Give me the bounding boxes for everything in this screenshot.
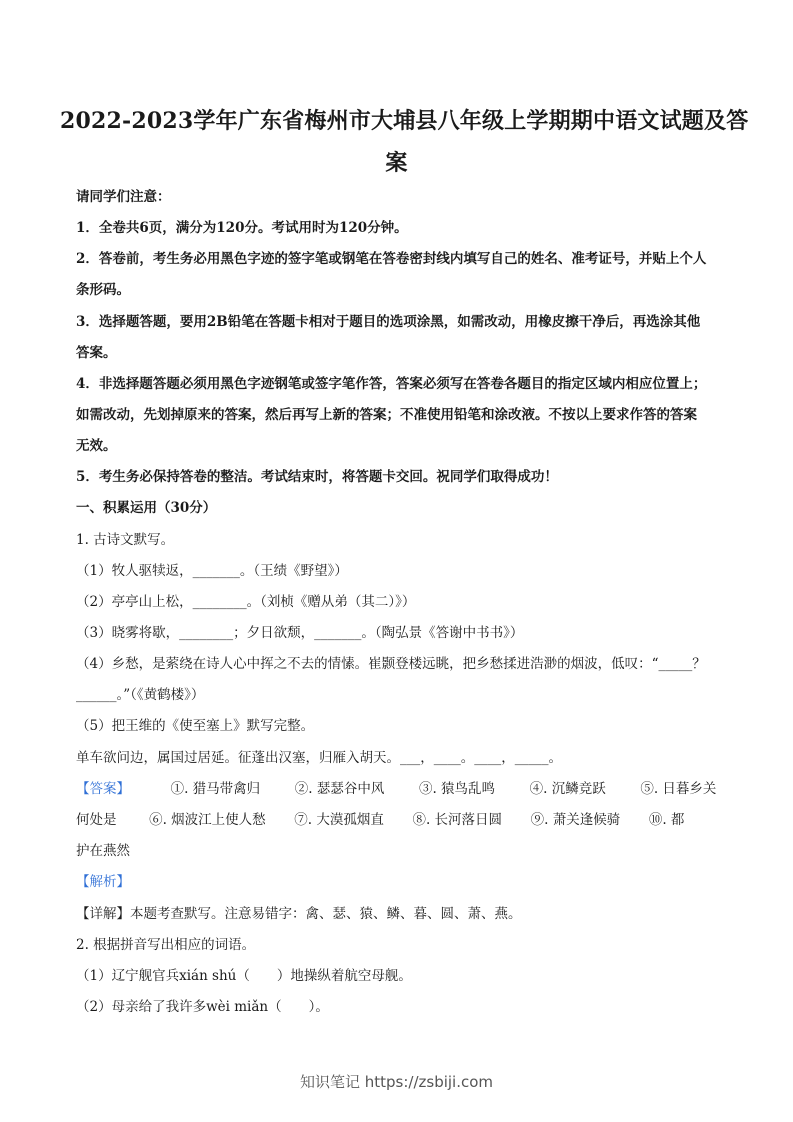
answer-item: ②. 瑟瑟谷中风 <box>294 781 385 797</box>
section-heading: 一、积累运用（30分） <box>76 500 217 516</box>
answer-row-1 <box>76 780 726 798</box>
analysis-label: 【解析】 <box>76 874 130 890</box>
notice-heading: 请同学们注意： <box>76 189 171 205</box>
question-1-part: （1）牧人驱犊返，_______。（王绩《野望》） <box>76 563 348 579</box>
notice-item: 如需改动，先划掉原来的答案，然后再写上新的答案；不准使用铅笔和涂改液。不按以上要求作答的答案 <box>76 407 697 423</box>
answer-item: ⑤. 日暮乡关 <box>640 781 717 797</box>
question-1-part: 单车欲问边，属国过居延。征蓬出汉塞，归雁入胡天。___，____。____，_____。 <box>76 750 562 766</box>
answer-label: 【答案】 <box>76 781 130 797</box>
answer-item: ⑦. 大漠孤烟直 <box>294 812 384 828</box>
question-2-part: （2）母亲给了我许多wèi miǎn（ ）。 <box>76 999 329 1015</box>
answer-item: ③. 猿鸟乱鸣 <box>418 781 496 797</box>
document-title-line-2: 案 <box>385 150 408 176</box>
question-1-part: ______。”（《黄鹤楼》） <box>76 687 205 703</box>
notice-item: 5．考生务必保持答卷的整洁。考试结束时，将答题卡交回。祝同学们取得成功！ <box>76 469 558 485</box>
answer-item: ④. 沉鳞竞跃 <box>529 781 606 797</box>
notice-item: 条形码。 <box>76 282 130 298</box>
answer-item: ⑧. 长河落日圆 <box>412 812 503 828</box>
notice-item: 2．答卷前，考生务必用黑色字迹的签字笔或钢笔在答卷密封线内填写自己的姓名、准考证号，并贴上个人 <box>76 251 707 267</box>
notice-item: 4．非选择题答题必须用黑色字迹钢笔或签字笔作答，答案必须写在答卷各题目的指定区域内相应位置上； <box>76 376 707 392</box>
detail-text: 【详解】本题考查默写。注意易错字：禽、瑟、猿、鳞、暮、圆、萧、燕。 <box>76 906 522 922</box>
footer-watermark: 知识笔记 https://zsbiji.com <box>299 1073 494 1091</box>
question-1-part: （4）乡愁，是萦绕在诗人心中挥之不去的情愫。崔颢登楼远眺，把乡愁揉进浩渺的烟波，低叹：“_____？ <box>76 656 706 672</box>
answer-row-3: 护在燕然 <box>76 843 130 859</box>
answer-item: ⑥. 烟波江上使人愁 <box>149 812 266 828</box>
notice-item: 答案。 <box>76 345 117 361</box>
question-2-stem: 2. 根据拼音写出相应的词语。 <box>76 937 256 953</box>
notice-item: 无效。 <box>76 438 117 454</box>
question-1-part: （5）把王维的《使至塞上》默写完整。 <box>76 718 315 734</box>
question-1-stem: 1. 古诗文默写。 <box>76 532 175 548</box>
answer-item: ⑨. 萧关逢候骑 <box>530 812 621 828</box>
question-1-part: （2）亭亭山上松，________。（刘桢《赠从弟（其二）》） <box>76 594 416 610</box>
answer-row-2 <box>76 811 726 829</box>
notice-item: 3．选择题答题，要用2B铅笔在答题卡相对于题目的选项涂黑，如需改动，用橡皮擦干净后，再选涂其他 <box>76 314 701 330</box>
question-1-part: （3）晓雾将歇，________；夕日欲颓，_______。（陶弘景《答谢中书书》） <box>76 625 524 641</box>
answer-item: 何处是 <box>76 812 117 828</box>
question-2-part: （1）辽宁舰官兵xián shú（ ）地操纵着航空母舰。 <box>76 968 412 984</box>
answer-item: ⑩. 都 <box>648 812 685 828</box>
notice-item: 1．全卷共6页，满分为120分。考试用时为120分钟。 <box>76 220 408 236</box>
document-title-line-1: 2022-2023学年广东省梅州市大埔县八年级上学期期中语文试题及答 <box>60 108 749 134</box>
answer-item: ①. 猎马带禽归 <box>170 781 261 797</box>
